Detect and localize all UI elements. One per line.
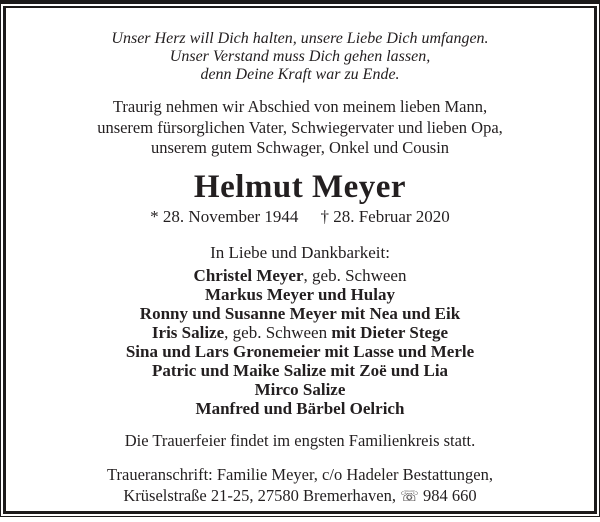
obituary-inner-frame: [3, 6, 597, 514]
intro-text: [6, 97, 594, 159]
text-line: unserem fürsorglichen Vater, Schwiegervater und lieben Opa,: [97, 117, 503, 137]
text-line: Unser Verstand muss Dich gehen lassen,: [169, 48, 431, 65]
text-line: Unser Herz will Dich halten, unsere Liebe Dich umfangen.: [111, 30, 489, 47]
funeral-note: Die Trauerfeier findet im engsten Familienkreis statt.: [124, 430, 476, 450]
mourner-entry: [6, 380, 594, 399]
mourner-name-part: Mirco Salize: [254, 379, 346, 399]
birth-date: * 28. November 1944: [150, 206, 299, 226]
mourner-entry: [6, 342, 594, 361]
mourner-name-part: Manfred und Bärbel Oelrich: [195, 398, 405, 418]
mourner-entry: [6, 361, 594, 380]
mourners-heading: In Liebe und Dankbarkeit:: [210, 242, 390, 262]
mourner-name-part: Sina und Lars Gronemeier mit Lasse und Merle: [125, 341, 475, 361]
address-line-1: Traueranschrift: Familie Meyer, c/o Hadeler Bestattungen,: [107, 464, 493, 484]
mourners-list: [6, 266, 594, 418]
mourner-entry: [6, 285, 594, 304]
memorial-verse: [6, 30, 594, 84]
address-line-2: [6, 485, 594, 507]
mourner-name-part: Patric und Maike Salize mit Zoë und Lia: [151, 360, 449, 380]
mourner-name-part: Iris Salize: [151, 322, 225, 342]
text-line: denn Deine Kraft war zu Ende.: [200, 66, 400, 83]
mourner-name-part: Markus Meyer und Hulay: [204, 284, 395, 304]
mourner-name-part: Christel Meyer: [193, 265, 304, 285]
mourner-entry: [6, 304, 594, 323]
mourner-name-part: , geb. Schween: [303, 265, 407, 285]
mourner-entry: [6, 323, 594, 342]
text-line: unserem gutem Schwager, Onkel und Cousin: [150, 138, 450, 157]
mourning-address: [6, 464, 594, 507]
phone-number: 984 660: [423, 485, 477, 505]
life-dates: [6, 207, 594, 227]
text-line: Traurig nehmen wir Abschied von meinem lieben Mann,: [112, 97, 488, 116]
death-date: † 28. Februar 2020: [320, 206, 450, 226]
mourner-name-part: , geb. Schween: [224, 322, 332, 342]
mourner-entry: [6, 399, 594, 418]
address-line-2-text: Krüselstraße 21-25, 27580 Bremerhaven,: [123, 485, 401, 505]
mourner-name-part: mit Dieter Stege: [331, 322, 449, 342]
mourner-name-part: Ronny und Susanne Meyer mit Nea und Eik: [139, 303, 461, 323]
telephone-icon: ☏: [400, 486, 419, 505]
mourner-entry: [6, 266, 594, 285]
deceased-name: Helmut Meyer: [193, 168, 407, 205]
